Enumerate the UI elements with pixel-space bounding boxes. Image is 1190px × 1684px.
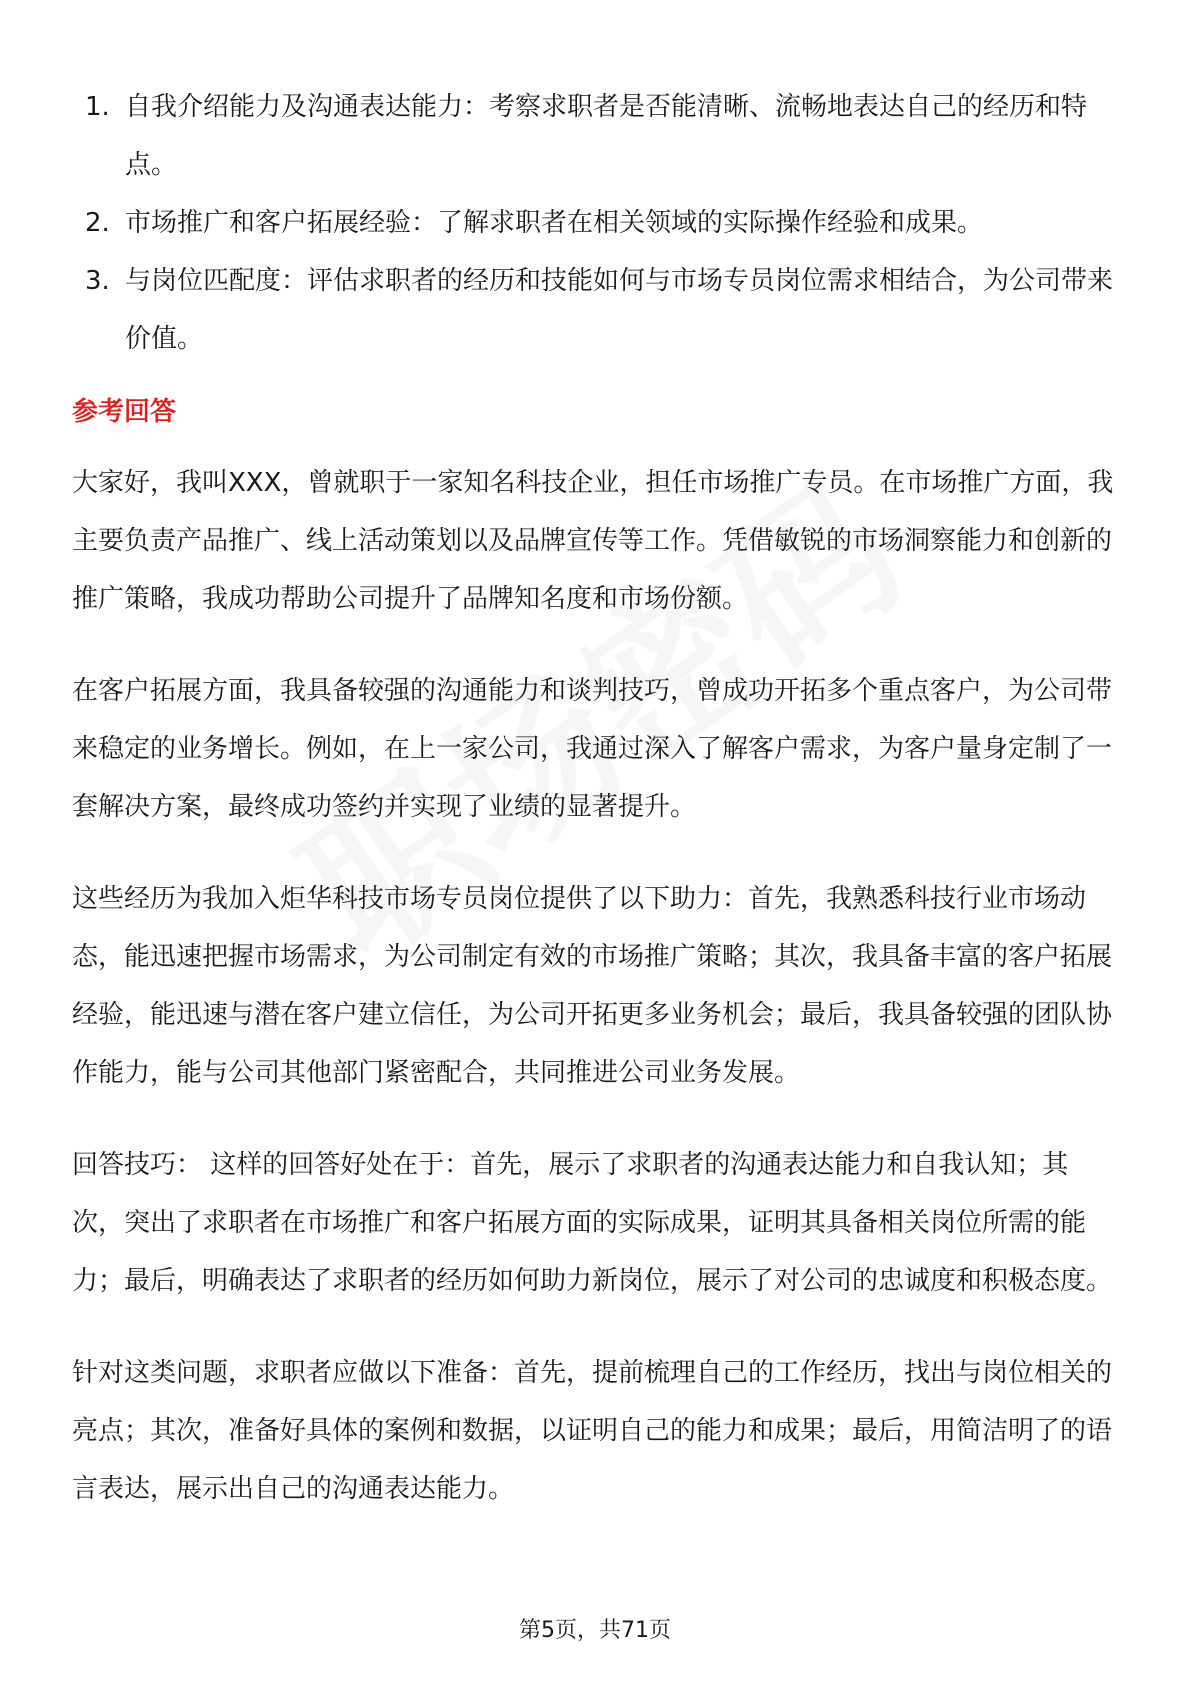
- criteria-number: 2.: [85, 208, 110, 238]
- page-number-footer: 第5页，共71页: [519, 1618, 671, 1643]
- criteria-item: [72, 252, 1118, 368]
- criteria-text: 与岗位匹配度：评估求职者的经历和技能如何与市场专员岗位需求相结合，为公司带来价值。: [125, 266, 1114, 354]
- answer-paragraph: 在客户拓展方面，我具备较强的沟通能力和谈判技巧，曾成功开拓多个重点客户，为公司带来稳定的业务增长。例如，在上一家公司，我通过深入了解客户需求，为客户量身定制了一套解决方案，最终成功签约并实现了业绩的显著提升。: [72, 676, 1113, 822]
- criteria-item: [72, 78, 1118, 194]
- criteria-number: 1.: [85, 92, 110, 122]
- page-content: [72, 78, 1118, 1552]
- reference-answer-heading: 参考回答: [72, 397, 177, 427]
- criteria-text: 自我介绍能力及沟通表达能力：考察求职者是否能清晰、流畅地表达自己的经历和特点。: [125, 92, 1088, 180]
- answer-paragraph: 大家好，我叫XXX，曾就职于一家知名科技企业，担任市场推广专员。在市场推广方面，我主要负责产品推广、线上活动策划以及品牌宣传等工作。凭借敏锐的市场洞察能力和创新的推广策略，我成功帮助公司提升了品牌知名度和市场份额。: [72, 468, 1114, 614]
- tips-paragraph: 回答技巧： 这样的回答好处在于：首先，展示了求职者的沟通表达能力和自我认知；其次，突出了求职者在市场推广和客户拓展方面的实际成果，证明其具备相关岗位所需的能力；最后，明确表达了求职者的经历如何助力新岗位，展示了对公司的忠诚度和积极态度。: [72, 1150, 1113, 1296]
- criteria-list: [72, 78, 1118, 368]
- answer-paragraph: 这些经历为我加入炬华科技市场专员岗位提供了以下助力：首先，我熟悉科技行业市场动态，能迅速把握市场需求，为公司制定有效的市场推广策略；其次，我具备丰富的客户拓展经验，能迅速与潜在客户建立信任，为公司开拓更多业务机会；最后，我具备较强的团队协作能力，能与公司其他部门紧密配合，共同推进公司业务发展。: [72, 884, 1113, 1088]
- criteria-text: 市场推广和客户拓展经验：了解求职者在相关领域的实际操作经验和成果。: [125, 208, 984, 238]
- criteria-number: 3.: [85, 266, 110, 296]
- criteria-item: [72, 194, 1118, 252]
- preparation-paragraph: 针对这类问题，求职者应做以下准备：首先，提前梳理自己的工作经历，找出与岗位相关的亮点；其次，准备好具体的案例和数据，以证明自己的能力和成果；最后，用简洁明了的语言表达，展示出自己的沟通表达能力。: [72, 1358, 1113, 1504]
